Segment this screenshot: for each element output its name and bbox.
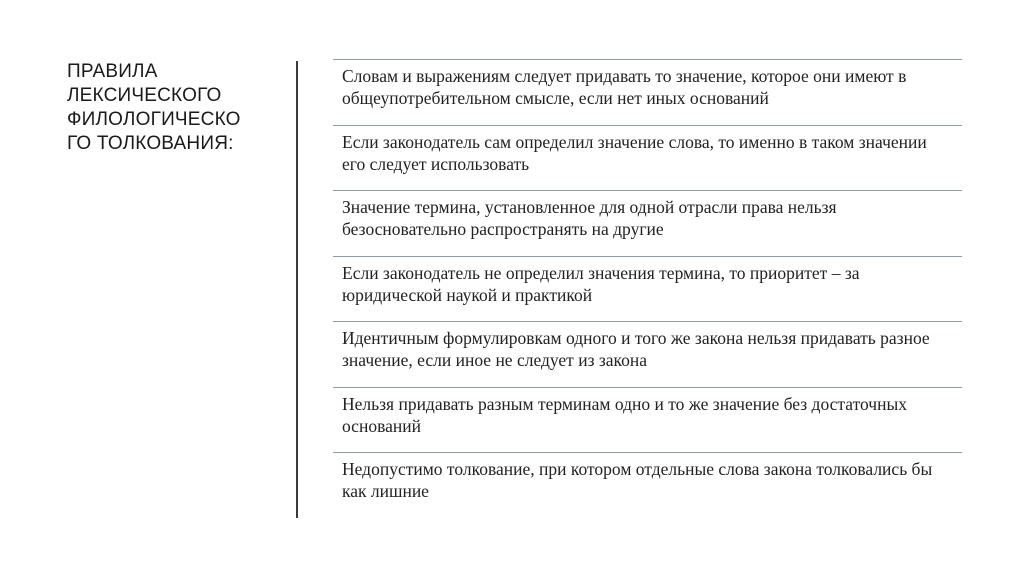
rule-text: Словам и выражениям следует придавать то значение, которое они имеют в общеупотребительном смысле, если нет иных оснований xyxy=(342,66,907,108)
rule-item xyxy=(333,190,962,256)
slide-title-line: ФИЛОЛОГИЧЕСКО xyxy=(67,109,241,130)
slide-title-line: ПРАВИЛА xyxy=(67,61,158,82)
rule-text: Идентичным формулировкам одного и того же закона нельзя придавать разное значение, если иное не следует из закона xyxy=(342,328,930,370)
rule-item xyxy=(333,321,962,387)
rule-text: Значение термина, установленное для одной отрасли права нельзя безосновательно распространять на другие xyxy=(342,197,837,239)
rules-list xyxy=(333,59,962,518)
slide-title-line: ГО ТОЛКОВАНИЯ: xyxy=(67,133,234,154)
rule-item xyxy=(333,125,962,191)
rule-text: Недопустимо толкование, при котором отдельные слова закона толковались бы как лишние xyxy=(342,459,933,501)
rule-text: Нельзя придавать разным терминам одно и то же значение без достаточных оснований xyxy=(342,393,907,436)
rule-item xyxy=(333,59,962,125)
rule-item xyxy=(333,452,962,518)
vertical-divider xyxy=(296,61,298,518)
rule-text: Если законодатель не определил значения термина, то приоритет – за юридической наукой и практикой xyxy=(342,262,860,305)
slide-title-line: ЛЕКСИЧЕСКОГО xyxy=(67,85,222,106)
rule-item xyxy=(333,256,962,322)
rule-item xyxy=(333,387,962,453)
slide-title xyxy=(67,60,287,156)
rule-text: Если законодатель сам определил значение слова, то именно в таком значении его следует использовать xyxy=(342,131,927,174)
